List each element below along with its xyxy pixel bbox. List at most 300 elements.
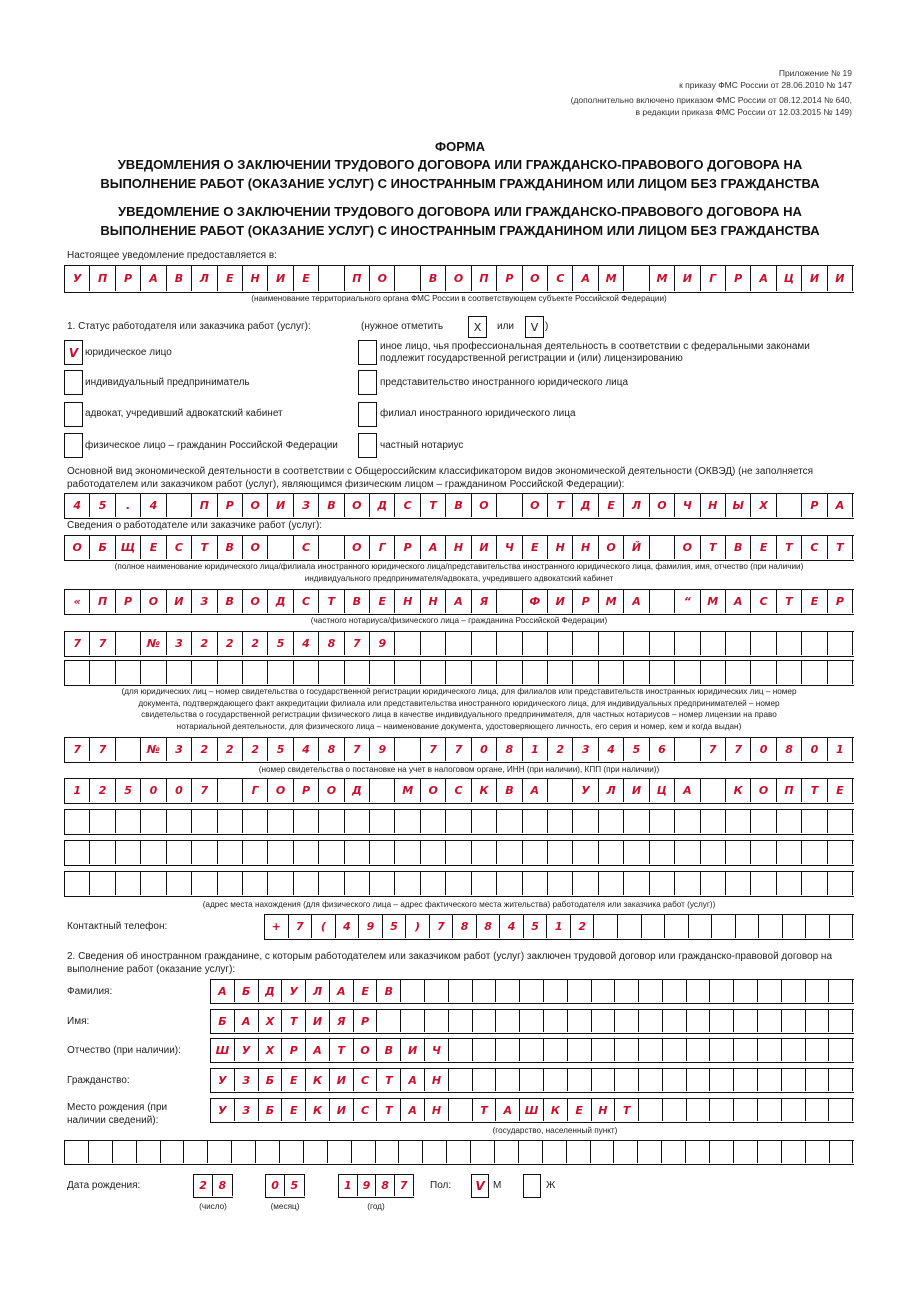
char-cell (446, 841, 471, 864)
char-cell: Л (192, 266, 217, 291)
char-cell: Р (802, 494, 827, 517)
sex-female-label: Ж (546, 1180, 556, 1191)
char-cell: В (319, 494, 344, 517)
char-cell (447, 1141, 471, 1163)
char-cell: 2 (243, 632, 268, 655)
char-cell: Б (90, 536, 115, 559)
char-cell (734, 1010, 758, 1032)
char-cell: 8 (477, 915, 501, 938)
char-cell: У (282, 980, 306, 1002)
char-cell: П (90, 266, 115, 291)
char-cell (830, 1141, 854, 1163)
hint-x-box: X (468, 316, 487, 338)
char-cell: Х (259, 1039, 283, 1061)
char-cell (638, 1141, 662, 1163)
char-cell (802, 872, 827, 895)
title-line: УВЕДОМЛЕНИЯ О ЗАКЛЮЧЕНИИ ТРУДОВОГО ДОГОВОРА ИЛИ ГРАЖДАНСКО-ПРАВОВОГО ДОГОВОРА НА (117, 157, 803, 172)
birth-year-field[interactable] (338, 1174, 414, 1198)
char-cell (592, 980, 616, 1002)
char-cell: Е (523, 536, 548, 559)
address-field-4[interactable] (64, 871, 854, 897)
status-other-checkbox[interactable] (358, 340, 377, 365)
char-cell (736, 915, 760, 938)
char-cell (710, 1099, 734, 1121)
char-cell: Е (568, 1099, 592, 1121)
registration-field-2[interactable] (64, 660, 854, 686)
char-cell (116, 661, 141, 684)
char-cell (751, 632, 776, 655)
char-cell: З (294, 494, 319, 517)
char-cell: О (675, 536, 700, 559)
char-cell (599, 632, 624, 655)
char-cell: Е (802, 590, 827, 613)
char-cell: О (421, 779, 446, 802)
month-caption: (месяц) (270, 1202, 300, 1211)
char-cell (701, 661, 726, 684)
char-cell: О (345, 494, 370, 517)
char-cell (591, 1141, 615, 1163)
status-legal-entity-checkbox[interactable]: V (64, 340, 83, 365)
char-cell (573, 841, 598, 864)
char-cell (751, 810, 776, 833)
char-cell: Т (701, 536, 726, 559)
char-cell (243, 661, 268, 684)
char-cell: 0 (802, 738, 827, 761)
char-cell (141, 810, 166, 833)
char-cell (497, 494, 522, 517)
char-cell: 5 (285, 1175, 304, 1196)
char-cell: Ч (425, 1039, 449, 1061)
char-cell: Л (599, 779, 624, 802)
birth-day-field[interactable] (193, 1174, 233, 1198)
char-cell: П (90, 590, 115, 613)
char-cell (802, 661, 827, 684)
char-cell: Р (395, 536, 420, 559)
char-cell (473, 1010, 497, 1032)
char-cell (639, 1069, 663, 1091)
section2-label: 2. Сведения об иностранном гражданине, с которым работодателем или заказчиком работ (услуг) заключен трудовой договор или гражданско-правовой договор на выполнение работ (оказание услуг): (67, 951, 833, 975)
char-cell (471, 1141, 495, 1163)
char-cell (782, 1099, 806, 1121)
char-cell: 7 (421, 738, 446, 761)
char-cell: № (141, 632, 166, 655)
char-cell (167, 494, 192, 517)
char-cell: 0 (751, 738, 776, 761)
char-cell: . (116, 494, 141, 517)
char-cell: В (218, 590, 243, 613)
char-cell: В (446, 494, 471, 517)
char-cell (758, 1069, 782, 1091)
char-cell: 8 (497, 738, 522, 761)
char-cell: Р (282, 1039, 306, 1061)
char-cell (395, 266, 420, 291)
char-cell: А (828, 494, 853, 517)
char-cell (65, 841, 90, 864)
char-cell: + (265, 915, 289, 938)
char-cell (568, 1010, 592, 1032)
char-cell: Н (425, 1099, 449, 1121)
char-cell (497, 632, 522, 655)
char-cell (544, 1010, 568, 1032)
char-cell: Щ (116, 536, 141, 559)
char-cell: 9 (359, 915, 383, 938)
okved-field[interactable] (64, 493, 854, 519)
char-cell (548, 841, 573, 864)
char-cell: 5 (268, 632, 293, 655)
status-individual-checkbox[interactable] (64, 433, 83, 458)
char-cell: О (523, 494, 548, 517)
char-cell (473, 1069, 497, 1091)
char-cell: Ш (211, 1039, 235, 1061)
status-notary-checkbox[interactable] (358, 433, 377, 458)
char-cell (116, 632, 141, 655)
char-cell: О (523, 266, 548, 291)
intro-label: Настоящее уведомление предоставляется в: (67, 250, 277, 261)
char-cell: О (599, 536, 624, 559)
char-cell: Н (425, 1069, 449, 1091)
char-cell (675, 810, 700, 833)
organ-field[interactable] (64, 265, 854, 293)
char-cell: В (345, 590, 370, 613)
char-cell: 9 (370, 738, 395, 761)
phone-field[interactable] (264, 914, 854, 940)
char-cell (425, 980, 449, 1002)
char-cell (726, 632, 751, 655)
employer-name-field-1[interactable] (64, 535, 854, 561)
char-cell: К (306, 1099, 330, 1121)
char-cell: Д (573, 494, 598, 517)
status-lawyer-label: адвокат, учредивший адвокатский кабинет (85, 408, 283, 419)
status-entrepreneur-checkbox[interactable] (64, 370, 83, 395)
char-cell (116, 810, 141, 833)
char-cell (395, 872, 420, 895)
char-cell: О (141, 590, 166, 613)
char-cell: У (65, 266, 90, 291)
char-cell: Б (259, 1069, 283, 1091)
char-cell (650, 810, 675, 833)
char-cell (319, 266, 344, 291)
char-cell: Т (802, 779, 827, 802)
char-cell: И (330, 1069, 354, 1091)
birthplace-field-2[interactable] (64, 1140, 854, 1165)
employer-name-field-2[interactable] (64, 589, 854, 615)
char-cell: Т (473, 1099, 497, 1121)
char-cell (65, 810, 90, 833)
char-cell (319, 661, 344, 684)
char-cell (395, 810, 420, 833)
char-cell (806, 1141, 830, 1163)
char-cell (568, 1039, 592, 1061)
char-cell: Г (701, 266, 726, 291)
char-cell (687, 1039, 711, 1061)
char-cell: А (306, 1039, 330, 1061)
char-cell: 7 (65, 738, 90, 761)
char-cell (449, 980, 473, 1002)
char-cell (639, 980, 663, 1002)
char-cell: Р (354, 1010, 378, 1032)
char-cell (615, 1039, 639, 1061)
char-cell (599, 661, 624, 684)
char-cell (519, 1141, 543, 1163)
char-cell: Н (446, 536, 471, 559)
year-caption: (год) (367, 1202, 385, 1211)
char-cell (319, 536, 344, 559)
char-cell (319, 841, 344, 864)
char-cell (663, 1039, 687, 1061)
char-cell: С (354, 1099, 378, 1121)
char-cell (687, 980, 711, 1002)
char-cell (232, 1141, 256, 1163)
address-field-3[interactable] (64, 840, 854, 866)
status-lawyer-checkbox[interactable] (64, 402, 83, 427)
form-word: ФОРМА (435, 139, 485, 154)
char-cell (573, 872, 598, 895)
char-cell: М (395, 779, 420, 802)
char-cell (268, 810, 293, 833)
char-cell (751, 872, 776, 895)
char-cell (446, 872, 471, 895)
char-cell: Н (592, 1099, 616, 1121)
char-cell: З (235, 1099, 259, 1121)
char-cell: 8 (453, 915, 477, 938)
char-cell (116, 841, 141, 864)
char-cell: Т (421, 494, 446, 517)
char-cell (243, 810, 268, 833)
tax-field[interactable] (64, 737, 854, 763)
char-cell (712, 915, 736, 938)
char-cell (319, 810, 344, 833)
char-cell: 7 (345, 632, 370, 655)
char-cell (544, 1069, 568, 1091)
char-cell (90, 661, 115, 684)
char-cell (520, 1039, 544, 1061)
char-cell: П (472, 266, 497, 291)
char-cell: 8 (777, 738, 802, 761)
char-cell (675, 841, 700, 864)
char-cell: Б (235, 980, 259, 1002)
char-cell (662, 1141, 686, 1163)
char-cell: Н (421, 590, 446, 613)
citizenship-field[interactable] (210, 1068, 854, 1093)
char-cell (421, 632, 446, 655)
char-cell: 1 (523, 738, 548, 761)
char-cell: С (354, 1069, 378, 1091)
char-cell (734, 980, 758, 1002)
char-cell: Я (472, 590, 497, 613)
status-legal-entity-label: юридическое лицо (85, 347, 172, 358)
char-cell (472, 841, 497, 864)
char-cell (675, 872, 700, 895)
char-cell (592, 1069, 616, 1091)
char-cell (734, 1069, 758, 1091)
char-cell (710, 1069, 734, 1091)
char-cell (520, 1069, 544, 1091)
char-cell: 4 (294, 738, 319, 761)
address-caption: (адрес места нахождения (для физического лица – адрес фактического места жительства) работодателя или заказчика работ (услуг)) (202, 900, 716, 909)
char-cell (544, 1039, 568, 1061)
char-cell: У (211, 1099, 235, 1121)
char-cell (828, 872, 853, 895)
char-cell: А (446, 590, 471, 613)
char-cell (376, 1141, 400, 1163)
char-cell (294, 872, 319, 895)
char-cell: 5 (524, 915, 548, 938)
char-cell: 7 (345, 738, 370, 761)
appendix-line: Приложение № 19 (778, 68, 852, 78)
char-cell (65, 661, 90, 684)
char-cell (777, 841, 802, 864)
char-cell: С (446, 779, 471, 802)
fullname-caption-line: индивидуального предпринимателя/адвоката, учредившего адвокатский кабинет (304, 573, 614, 583)
char-cell: В (377, 1039, 401, 1061)
char-cell: 7 (65, 632, 90, 655)
char-cell: И (828, 266, 853, 291)
char-cell: К (544, 1099, 568, 1121)
char-cell (758, 1010, 782, 1032)
char-cell (496, 980, 520, 1002)
char-cell (497, 590, 522, 613)
char-cell (446, 632, 471, 655)
surname-field[interactable] (210, 979, 854, 1004)
char-cell: О (268, 779, 293, 802)
char-cell: Г (370, 536, 395, 559)
char-cell (650, 632, 675, 655)
status-branch-label: филиал иностранного юридического лица (380, 408, 576, 419)
char-cell: Е (218, 266, 243, 291)
char-cell: С (802, 536, 827, 559)
patronymic-field[interactable] (210, 1038, 854, 1063)
char-cell (806, 980, 830, 1002)
registration-field-1[interactable] (64, 631, 854, 657)
char-cell (161, 1141, 185, 1163)
char-cell: А (523, 779, 548, 802)
char-cell: А (675, 779, 700, 802)
char-cell (615, 980, 639, 1002)
char-cell: Ш (520, 1099, 544, 1121)
char-cell (568, 1069, 592, 1091)
char-cell: Т (777, 536, 802, 559)
char-cell (639, 1099, 663, 1121)
char-cell: 1 (339, 1175, 358, 1196)
char-cell (758, 1099, 782, 1121)
char-cell (829, 1099, 853, 1121)
patronymic-label: Отчество (при наличии): (67, 1045, 181, 1056)
char-cell (734, 1039, 758, 1061)
char-cell (568, 980, 592, 1002)
char-cell: 4 (294, 632, 319, 655)
char-cell (758, 1141, 782, 1163)
char-cell: Т (282, 1010, 306, 1032)
char-cell (615, 1010, 639, 1032)
char-cell (701, 779, 726, 802)
status-branch-checkbox[interactable] (358, 402, 377, 427)
char-cell (828, 810, 853, 833)
char-cell: 3 (167, 632, 192, 655)
char-cell (599, 872, 624, 895)
char-cell: О (446, 266, 471, 291)
char-cell: 2 (571, 915, 595, 938)
char-cell (167, 872, 192, 895)
name-field[interactable] (210, 1009, 854, 1034)
notary-caption: (частного нотариуса/физического лица – гражданина Российской Федерации) (310, 616, 608, 625)
char-cell: И (268, 266, 293, 291)
birth-month-field[interactable] (265, 1174, 305, 1198)
char-cell (543, 1141, 567, 1163)
char-cell (370, 810, 395, 833)
char-cell (90, 872, 115, 895)
char-cell (624, 810, 649, 833)
char-cell (449, 1069, 473, 1091)
char-cell: 7 (701, 738, 726, 761)
char-cell: Т (319, 590, 344, 613)
char-cell (370, 661, 395, 684)
char-cell (328, 1141, 352, 1163)
char-cell (523, 841, 548, 864)
char-cell (116, 872, 141, 895)
char-cell (624, 872, 649, 895)
char-cell (218, 841, 243, 864)
birthplace-label: Место рождения (при наличии сведений): (67, 1102, 168, 1126)
char-cell: А (624, 590, 649, 613)
char-cell (218, 872, 243, 895)
char-cell: А (330, 980, 354, 1002)
char-cell: С (751, 590, 776, 613)
char-cell (573, 810, 598, 833)
char-cell: О (751, 779, 776, 802)
sex-female-checkbox[interactable] (523, 1174, 541, 1198)
char-cell: И (802, 266, 827, 291)
char-cell: 0 (167, 779, 192, 802)
status-representation-checkbox[interactable] (358, 370, 377, 395)
char-cell (421, 872, 446, 895)
hint-v-box: V (525, 316, 544, 338)
char-cell: Ц (777, 266, 802, 291)
char-cell (701, 841, 726, 864)
appendix-line: к приказу ФМС России от 28.06.2010 № 147 (679, 79, 852, 90)
char-cell (497, 810, 522, 833)
char-cell (496, 1010, 520, 1032)
birthdate-label: Дата рождения: (67, 1180, 141, 1191)
char-cell: Ч (497, 536, 522, 559)
address-field-1[interactable] (64, 778, 854, 804)
char-cell: В (726, 536, 751, 559)
char-cell: О (243, 494, 268, 517)
char-cell: 9 (370, 632, 395, 655)
char-cell: К (726, 779, 751, 802)
char-cell (548, 779, 573, 802)
status-entrepreneur-label: индивидуальный предприниматель (85, 377, 250, 388)
appendix-header (571, 68, 852, 118)
char-cell: 5 (116, 779, 141, 802)
address-field-2[interactable] (64, 809, 854, 835)
char-cell: 4 (500, 915, 524, 938)
fullname-caption-line: (полное наименование юридического лица/филиала иностранного юридического лица/представительства иностранного юридического лица, фамилия, имя, отчество (при наличии) (114, 562, 804, 571)
char-cell: 4 (599, 738, 624, 761)
char-cell (751, 841, 776, 864)
char-cell (89, 1141, 113, 1163)
birthplace-field-1[interactable] (210, 1098, 854, 1123)
char-cell (734, 1141, 758, 1163)
sex-male-checkbox[interactable]: V (471, 1174, 489, 1198)
char-cell: А (401, 1099, 425, 1121)
char-cell: Д (345, 779, 370, 802)
char-cell (806, 1069, 830, 1091)
char-cell: А (726, 590, 751, 613)
char-cell: О (243, 590, 268, 613)
char-cell (782, 980, 806, 1002)
title-line: ВЫПОЛНЕНИЕ РАБОТ (ОКАЗАНИЕ УСЛУГ) С ИНОСТРАННЫМ ГРАЖДАНИНОМ ИЛИ ЛИЦОМ БЕЗ ГРАЖДАНСТВА (100, 223, 820, 238)
char-cell (599, 810, 624, 833)
